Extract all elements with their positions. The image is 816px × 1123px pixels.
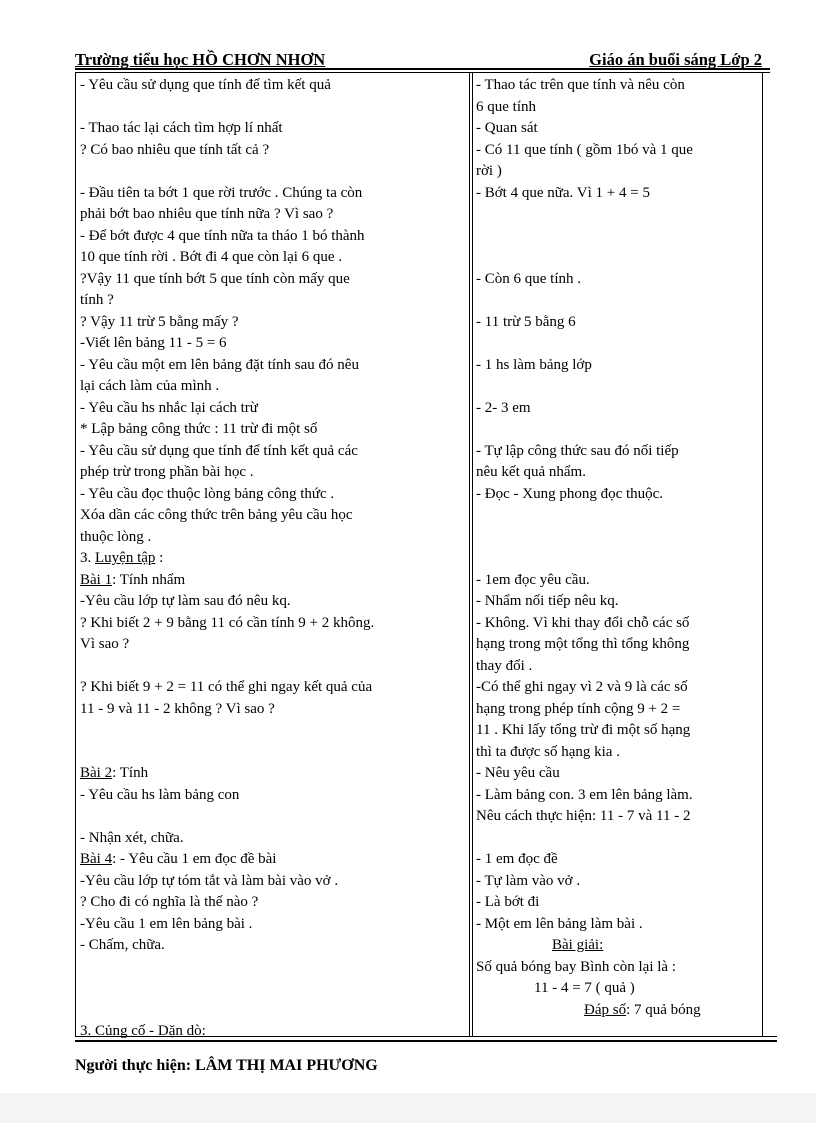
teacher-line [80,957,466,979]
column-divider [469,73,470,1036]
footer-rule-thin [75,1036,777,1037]
teacher-line [80,161,466,183]
teacher-line: - Yêu cầu một em lên bảng đặt tính sau đó nêu [80,356,359,373]
author-name: LÂM THỊ MAI PHƯƠNG [195,1057,378,1074]
student-line: - Còn 6 que tính . [476,270,581,287]
teacher-line [80,806,466,828]
page-header [75,48,770,68]
teacher-line: - Yêu cầu hs làm bảng con [80,786,240,803]
footer-rule [75,1040,777,1042]
student-line [476,548,758,570]
teacher-line: Xóa dần các công thức trên bảng yêu cầu học [80,507,353,523]
student-line: - Nhẩm nối tiếp nêu kq. [476,593,619,609]
student-line: - Một em lên bảng làm bài . [476,915,643,932]
lesson-table [75,73,763,1039]
student-line: -Có thể ghi ngay vì 2 và 9 là các số [476,679,688,695]
student-line [476,247,758,269]
student-line: - 1em đọc yêu cầu. [476,571,590,588]
student-line: Nêu cách thực hiện: 11 - 7 và 11 - 2 [476,808,691,824]
teacher-line: -Yêu cầu lớp tự tóm tắt và làm bài vào vở . [80,872,339,889]
teacher-line: -Yêu cầu lớp tự làm sau đó nêu kq. [80,593,291,609]
student-line [476,376,758,398]
teacher-line: phép trừ trong phần bài học . [80,464,254,480]
teacher-line: - Đầu tiên ta bớt 1 que rời trước . Chúng ta còn [80,184,363,201]
student-line: - Tự lập công thức sau đó nối tiếp [476,442,679,459]
student-line: - Không. Vì khi thay đổi chỗ các số [476,614,690,631]
teacher-line [80,656,466,678]
teacher-activities-column [80,75,466,1043]
student-activities-column [476,75,758,1043]
teacher-line: - Yêu cầu hs nhắc lại cách trừ [80,399,258,416]
student-line: nêu kết quả nhẩm. [476,464,586,480]
teacher-line: lại cách làm của mình . [80,378,220,394]
student-line [476,290,758,312]
teacher-line [80,978,466,1000]
teacher-line: - Yêu cầu sử dụng que tính để tính kết quả các [80,442,358,459]
student-line: - 1 hs làm bảng lớp [476,356,592,373]
section-heading: 3. Củng cố - Dặn dò: [80,1023,206,1039]
teacher-line: - Yêu cầu sử dụng que tính để tìm kết quả [80,77,331,93]
solution-line: Số quả bóng bay Bình còn lại là : [476,958,676,975]
student-line: - Bớt 4 que nữa. Vì 1 + 4 = 5 [476,184,650,201]
student-line: thì ta được số hạng kia . [476,743,620,760]
student-line: hạng trong phép tính cộng 9 + 2 = [476,700,681,717]
student-line: - Có 11 que tính ( gồm 1bó và 1 que [476,141,693,158]
student-line [476,419,758,441]
teacher-line: -Yêu cầu 1 em lên bảng bài . [80,915,253,932]
student-line: 6 que tính [476,98,536,115]
student-line [476,527,758,549]
student-line: - Làm bảng con. 3 em lên bảng làm. [476,786,693,803]
section-heading: 3. Luyện tập : [80,550,164,566]
student-line: rời ) [476,163,502,179]
student-line: thay đổi . [476,657,533,674]
teacher-line [80,1000,466,1022]
header-rule [75,68,770,70]
student-line: - Nêu yêu cầu [476,765,560,781]
student-line: - 2- 3 em [476,399,531,416]
exercise-heading: Bài 1: Tính nhẩm [80,571,186,588]
teacher-line: - Chấm, chữa. [80,937,165,953]
teacher-line: -Viết lên bảng 11 - 5 = 6 [80,335,227,351]
student-line: - Là bớt đi [476,894,540,910]
solution-answer: Đáp số: 7 quả bóng [584,1001,701,1018]
teacher-line: phải bớt bao nhiêu que tính nữa ? Vì sao ? [80,206,334,222]
student-line: - Quan sát [476,120,538,136]
student-line [476,333,758,355]
student-line [476,505,758,527]
teacher-line: ? Có bao nhiêu que tính tất cả ? [80,141,270,158]
teacher-line: ?Vậy 11 que tính bớt 5 que tính còn mấy que [80,270,350,287]
teacher-line [80,97,466,119]
teacher-line: - Nhận xét, chữa. [80,829,184,846]
student-line: - Thao tác trên que tính và nêu còn [476,77,685,93]
teacher-line: * Lập bảng công thức : 11 trừ đi một số [80,421,318,437]
student-line [476,204,758,226]
page-bottom-margin [0,1093,816,1123]
solution-equation: 11 - 4 = 7 ( quả ) [534,980,635,996]
teacher-line: ? Khi biết 9 + 2 = 11 có thể ghi ngay kết quả của [80,679,373,695]
teacher-line: - Yêu cầu đọc thuộc lòng bảng công thức . [80,485,335,502]
lesson-plan-title: Giáo án buổi sáng Lớp 2 [589,50,762,69]
teacher-line: ? Cho đi có nghĩa là thế nào ? [80,894,259,910]
teacher-line: tính ? [80,292,114,308]
footer [75,1057,378,1075]
student-line [476,226,758,248]
student-line: - Đọc - Xung phong đọc thuộc. [476,485,664,502]
school-name: Trường tiểu học HỒ CHƠN NHƠN [75,50,326,69]
teacher-line: ? Khi biết 2 + 9 bằng 11 có cần tính 9 + 2 không. [80,614,375,631]
teacher-line [80,742,466,764]
teacher-line: thuộc lòng . [80,528,152,545]
student-line: hạng trong một tổng thì tổng không [476,636,690,652]
teacher-line: ? Vậy 11 trừ 5 bằng mấy ? [80,313,239,330]
teacher-line [80,720,466,742]
student-line: - 11 trừ 5 bằng 6 [476,313,576,330]
teacher-line: - Để bớt được 4 que tính nữa ta tháo 1 bó thành [80,227,365,244]
student-line: - 1 em đọc đề [476,851,558,867]
teacher-line: Vì sao ? [80,636,130,652]
author-label: Người thực hiện: [75,1057,196,1074]
solution-heading: Bài giải: [552,937,604,953]
teacher-line: 11 - 9 và 11 - 2 không ? Vì sao ? [80,700,275,717]
student-line [476,828,758,850]
exercise-heading: Bài 2: Tính [80,765,149,781]
teacher-line: - Thao tác lại cách tìm hợp lí nhất [80,120,283,136]
student-line: 11 . Khi lấy tổng trừ đi một số hạng [476,722,691,738]
teacher-line: 10 que tính rời . Bớt đi 4 que còn lại 6 que . [80,249,343,265]
exercise-heading: Bài 4: - Yêu cầu 1 em đọc đề bài [80,851,277,867]
student-line: - Tự làm vào vở . [476,872,581,889]
column-divider-inner [472,73,473,1036]
